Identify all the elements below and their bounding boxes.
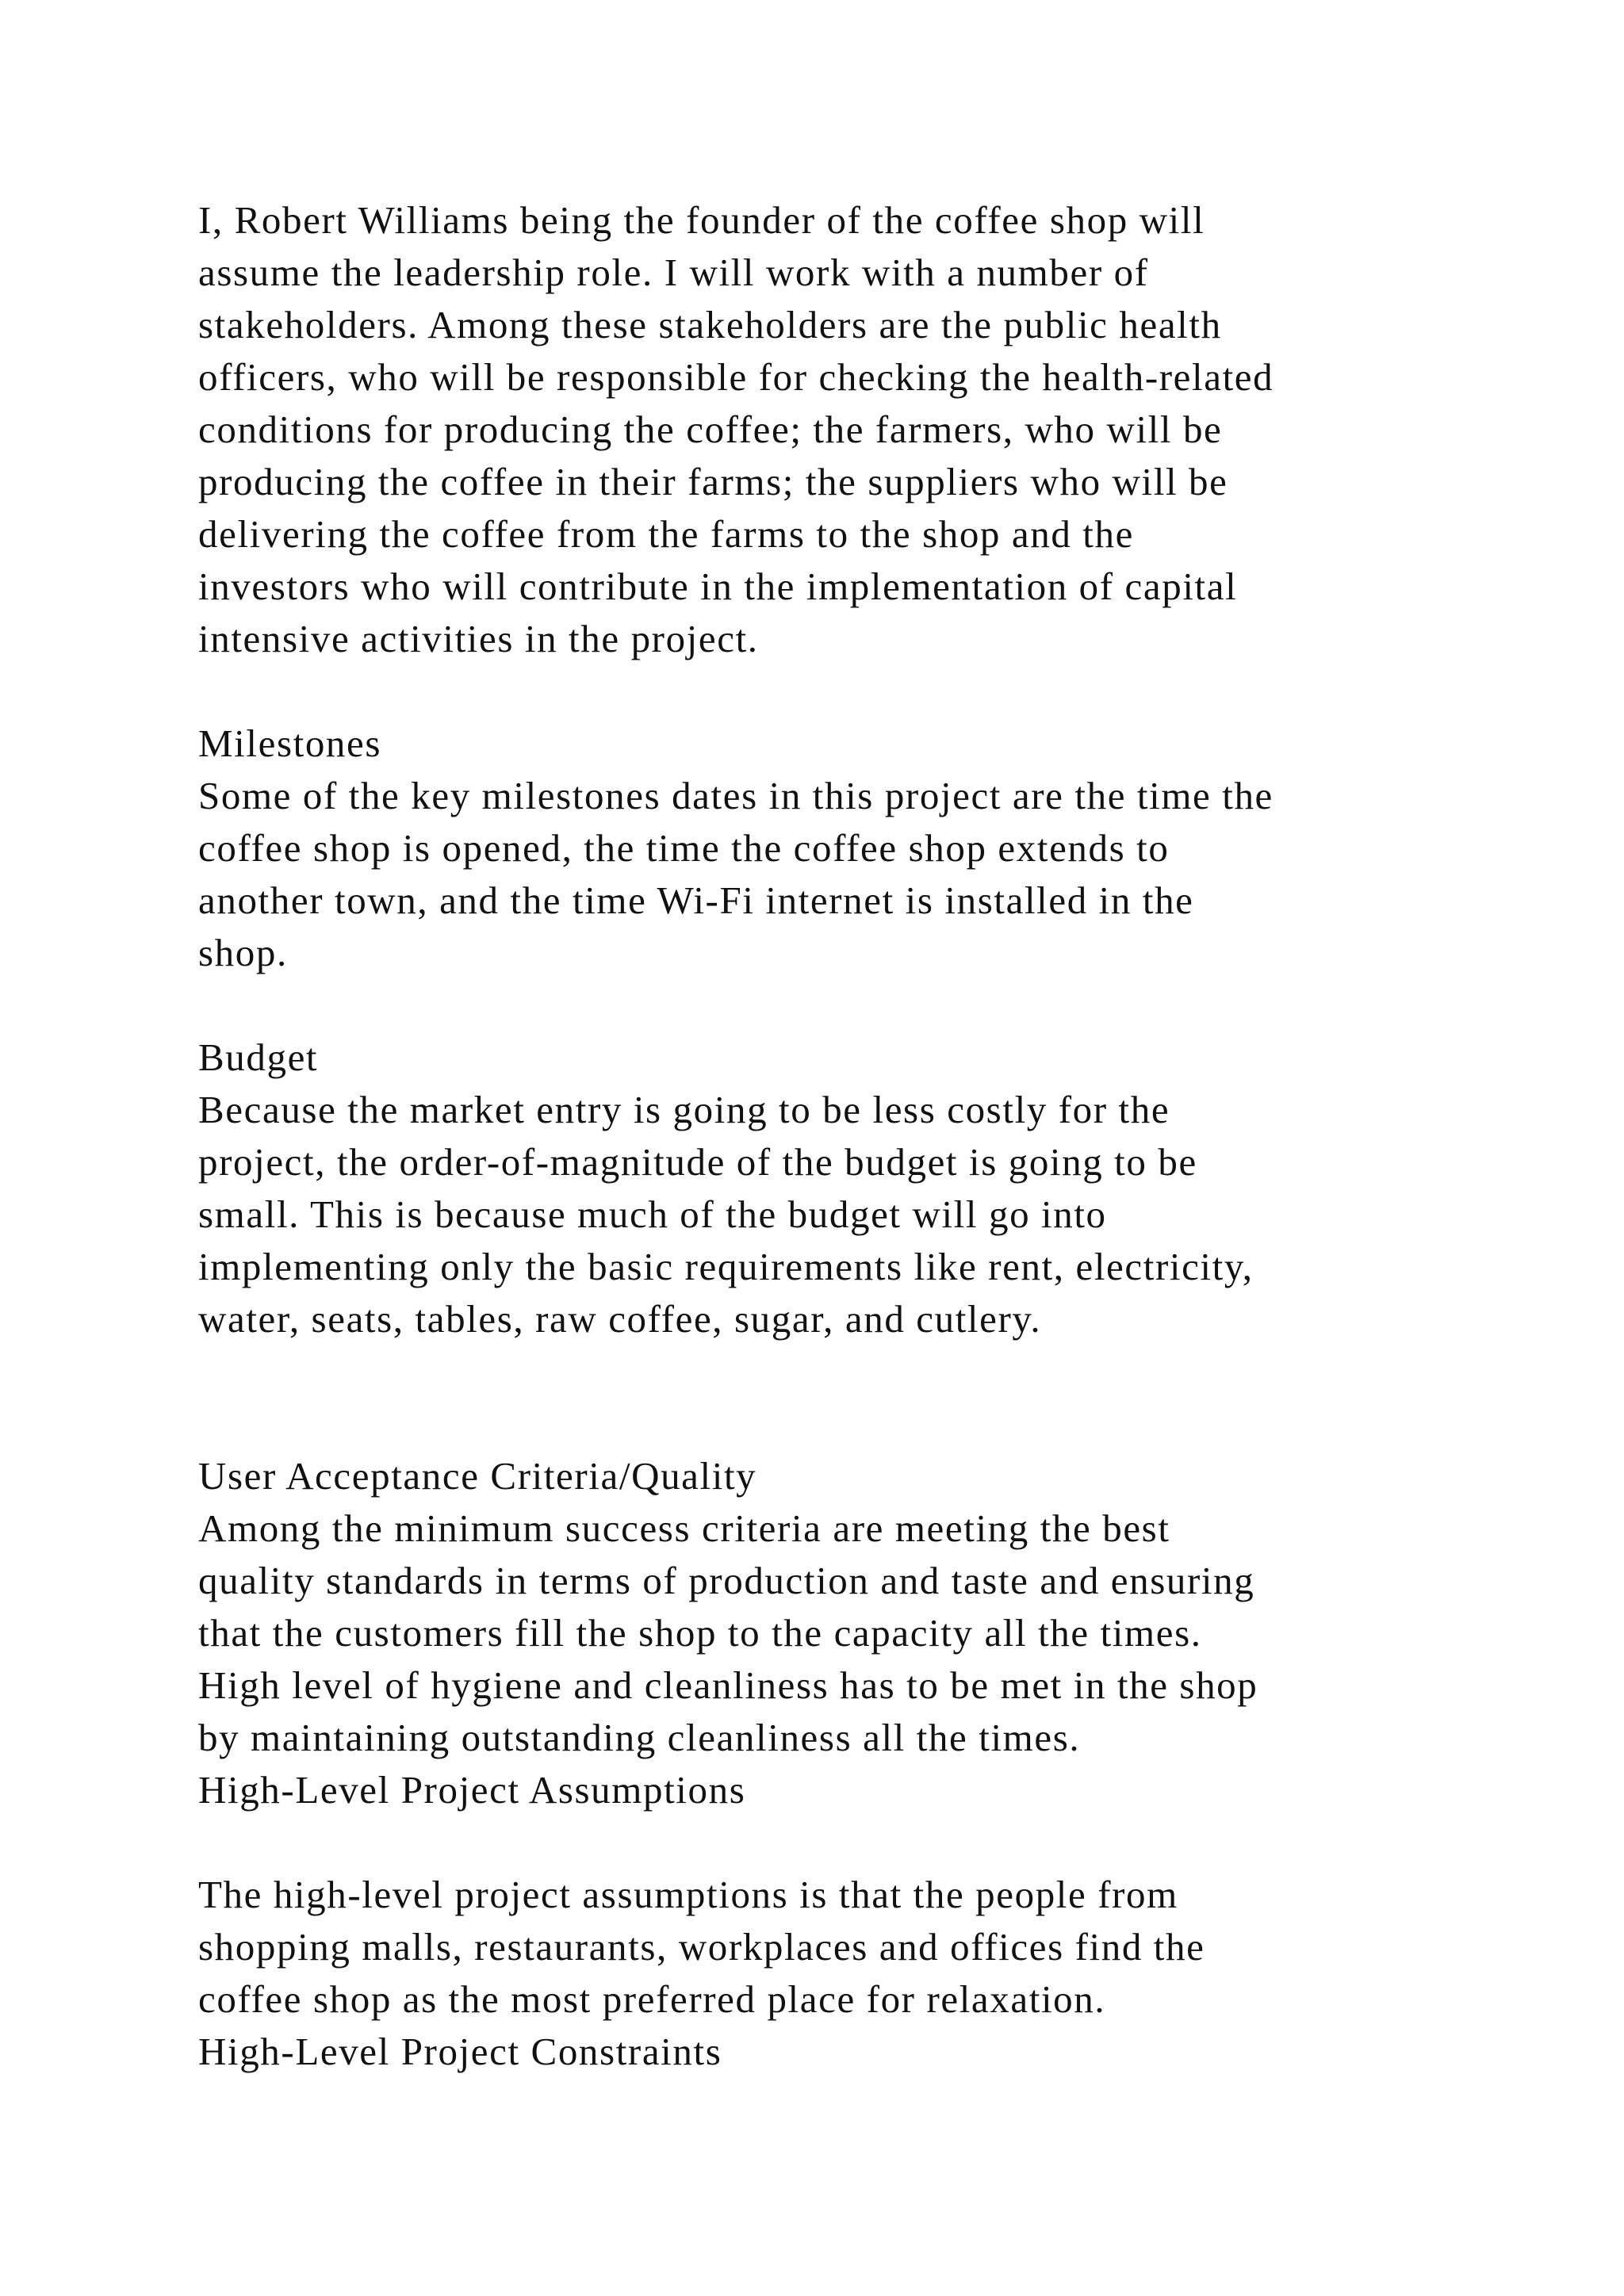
text-line: coffee shop as the most preferred place for relaxation.	[198, 1977, 1106, 2021]
text-line: coffee shop is opened, the time the coffee shop extends to	[198, 826, 1170, 870]
paragraph-spacer	[198, 665, 1499, 718]
text-line: Among the minimum success criteria are meeting the best	[198, 1506, 1170, 1550]
text-line: project, the order-of-magnitude of the budget is going to be	[198, 1140, 1197, 1184]
text-line: officers, who will be responsible for checking the health-related	[198, 355, 1274, 399]
constraints-section	[198, 2026, 1499, 2078]
text-line: quality standards in terms of production and taste and ensuring	[198, 1559, 1255, 1602]
section-heading-budget: Budget	[198, 1035, 319, 1079]
text-line: small. This is because much of the budget will go into	[198, 1192, 1107, 1236]
document-body	[198, 194, 1499, 2078]
text-line: Some of the key milestones dates in this project are the time the	[198, 774, 1274, 817]
text-line: another town, and the time Wi-Fi internet is installed in the	[198, 878, 1194, 922]
paragraph-spacer	[198, 1345, 1499, 1450]
paragraph-spacer	[198, 979, 1499, 1031]
acceptance-section	[198, 1450, 1499, 1764]
assumptions-section	[198, 1764, 1499, 2026]
section-heading-constraints: High-Level Project Constraints	[198, 2030, 722, 2073]
section-heading-assumptions: High-Level Project Assumptions	[198, 1768, 746, 1812]
text-line: producing the coffee in their farms; the suppliers who will be	[198, 460, 1228, 503]
section-heading-acceptance: User Acceptance Criteria/Quality	[198, 1454, 757, 1498]
milestones-section	[198, 718, 1499, 979]
text-line: shop.	[198, 931, 288, 974]
text-line: High level of hygiene and cleanliness has to be met in the shop	[198, 1663, 1258, 1707]
text-line: assume the leadership role. I will work with a number of	[198, 251, 1149, 294]
text-line: delivering the coffee from the farms to the shop and the	[198, 512, 1134, 556]
text-line: intensive activities in the project.	[198, 617, 759, 660]
budget-section	[198, 1031, 1499, 1345]
text-line: The high-level project assumptions is that the people from	[198, 1873, 1178, 1916]
text-line: I, Robert Williams being the founder of the coffee shop will	[198, 198, 1205, 242]
text-line: implementing only the basic requirements like rent, electricity,	[198, 1245, 1254, 1288]
text-line: by maintaining outstanding cleanliness all the times.	[198, 1716, 1081, 1759]
paragraph-spacer	[198, 1816, 1499, 1869]
text-line: shopping malls, restaurants, workplaces and offices find the	[198, 1925, 1205, 1969]
text-line: that the customers fill the shop to the capacity all the times.	[198, 1611, 1202, 1655]
text-line: Because the market entry is going to be less costly for the	[198, 1088, 1170, 1131]
intro-paragraph	[198, 194, 1499, 665]
text-line: conditions for producing the coffee; the farmers, who will be	[198, 408, 1223, 451]
text-line: water, seats, tables, raw coffee, sugar, and cutlery.	[198, 1297, 1042, 1341]
text-line: stakeholders. Among these stakeholders are the public health	[198, 303, 1222, 346]
section-heading-milestones: Milestones	[198, 721, 382, 765]
text-line: investors who will contribute in the implementation of capital	[198, 564, 1238, 608]
